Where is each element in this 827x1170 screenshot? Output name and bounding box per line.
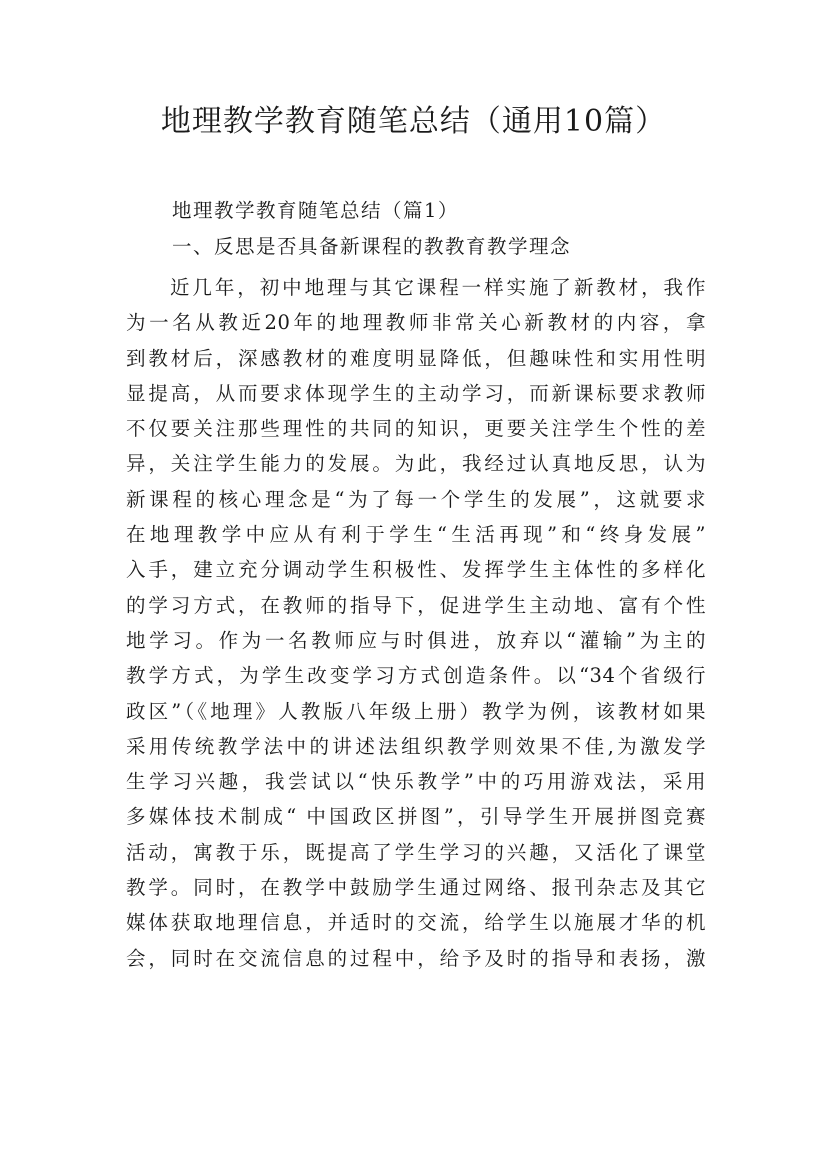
document-title: 地理教学教育随笔总结（通用10篇） bbox=[160, 104, 667, 139]
body-line: 到教材后，深感教材的难度明显降低，但趣味性和实用性明 bbox=[126, 346, 706, 370]
body-line: 显提高，从而要求体现学生的主动学习，而新课标要求教师 bbox=[126, 381, 706, 405]
subheading: 一、反思是否具备新课程的教教育教学理念 bbox=[172, 235, 572, 258]
body-line: 政区”（《地理》人教版八年级上册）教学为例，该教材如果 bbox=[126, 699, 706, 723]
section-title: 地理教学教育随笔总结（篇1） bbox=[172, 199, 459, 222]
body-line: 不仅要关注那些理性的共同的知识，更要关注学生个性的差 bbox=[126, 417, 706, 441]
body-line: 异，关注学生能力的发展。为此，我经过认真地反思，认为 bbox=[126, 452, 706, 476]
body-line: 新课程的核心理念是“为了每一个学生的发展”，这就要求 bbox=[126, 487, 706, 511]
body-line: 活动，寓教于乐，既提高了学生学习的兴趣，又活化了课堂 bbox=[126, 840, 706, 864]
body-line: 教学方式，为学生改变学习方式创造条件。以“34个省级行 bbox=[126, 664, 706, 688]
body-line: 教学。同时，在教学中鼓励学生通过网络、报刊杂志及其它 bbox=[126, 876, 706, 900]
body-line: 地学习。作为一名教师应与时俱进，放弃以“灌输”为主的 bbox=[126, 628, 706, 652]
body-line: 近几年，初中地理与其它课程一样实施了新教材，我作 bbox=[170, 276, 706, 299]
body-line: 的学习方式，在教师的指导下，促进学生主动地、富有个性 bbox=[126, 593, 706, 617]
body-line: 在地理教学中应从有利于学生“生活再现”和“终身发展” bbox=[126, 523, 706, 547]
body-line: 生学习兴趣，我尝试以“快乐教学”中的巧用游戏法，采用 bbox=[126, 770, 706, 794]
body-line: 会，同时在交流信息的过程中，给予及时的指导和表扬，激 bbox=[126, 946, 706, 970]
body-text bbox=[126, 270, 706, 976]
body-line: 采用传统教学法中的讲述法组织教学则效果不佳,为激发学 bbox=[126, 734, 706, 758]
body-line: 为一名从教近20年的地理教师非常关心新教材的内容，拿 bbox=[126, 311, 706, 335]
body-line: 媒体获取地理信息，并适时的交流，给学生以施展才华的机 bbox=[126, 911, 706, 935]
body-line: 入手，建立充分调动学生积极性、发挥学生主体性的多样化 bbox=[126, 558, 706, 582]
body-line: 多媒体技术制成“ 中国政区拼图”，引导学生开展拼图竞赛 bbox=[126, 805, 706, 829]
